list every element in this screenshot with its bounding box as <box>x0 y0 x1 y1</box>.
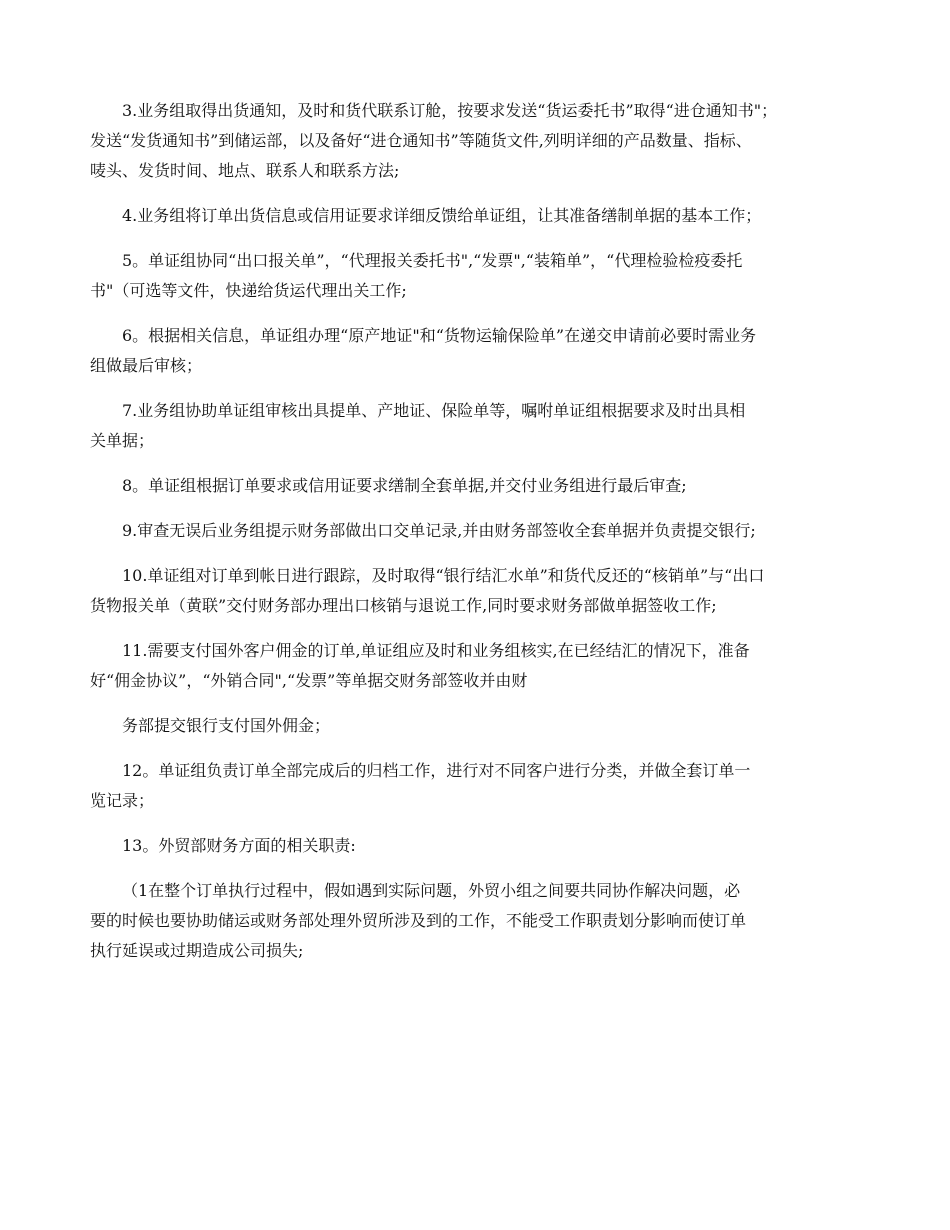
paragraph-line: 4.业务组将订单出货信息或信用证要求详细反馈给单证组，让其准备缮制单据的基本工作； <box>122 206 762 225</box>
paragraph-12 <box>90 756 865 816</box>
paragraph-9 <box>90 516 865 546</box>
paragraph-line: 8。单证组根据订单要求或信用证要求缮制全套单据,并交付业务组进行最后审查; <box>122 476 687 495</box>
paragraph-7 <box>90 396 865 456</box>
paragraph-line: （1在整个订单执行过程中，假如遇到实际问题，外贸小组之间要共同协作解决问题，必 <box>122 881 741 900</box>
paragraph-line: 好“佣金协议”，“外销合同",“发票”等单据交财务部签收并由财 <box>90 671 528 690</box>
paragraph-line: 11.需要支付国外客户佣金的订单,单证组应及时和业务组核实,在已经结汇的情况下，准备 <box>122 641 750 660</box>
paragraph-line: 7.业务组协助单证组审核出具提单、产地证、保险单等，嘱咐单证组根据要求及时出具相 <box>122 401 746 420</box>
paragraph-line: 关单据； <box>90 431 155 450</box>
paragraph-4 <box>90 201 865 231</box>
paragraph-line: 务部提交银行支付国外佣金； <box>122 716 331 735</box>
document-body <box>90 96 865 981</box>
paragraph-line: 10.单证组对订单到帐日进行跟踪，及时取得“银行结汇水单”和货代反还的“核销单”与“出口 <box>122 566 765 585</box>
paragraph-line: 书"（可选等文件，快递给货运代理出关工作; <box>90 281 407 300</box>
paragraph-10 <box>90 561 865 621</box>
paragraph-line: 要的时候也要协助储运或财务部处理外贸所涉及到的工作，不能受工作职责划分影响而使订单 <box>90 911 747 930</box>
paragraph-13 <box>90 831 865 861</box>
paragraph-line: 货物报关单（黄联”交付财务部办理出口核销与退说工作,同时要求财务部做单据签收工作; <box>90 596 717 615</box>
paragraph-13-1 <box>90 876 865 966</box>
paragraph-line: 3.业务组取得出货通知，及时和货代联系订舱，按要求发送“货运委托书”取得“进仓通知书"； <box>122 101 778 120</box>
paragraph-line: 9.审查无误后业务组提示财务部做出口交单记录,并由财务部签收全套单据并负责提交银行; <box>122 521 756 540</box>
paragraph-line: 发送“发货通知书”到储运部，以及备好“进仓通知书”等随货文件,列明详细的产品数量、指标、 <box>90 131 752 150</box>
paragraph-3 <box>90 96 865 186</box>
paragraph-line: 组做最后审核； <box>90 356 203 375</box>
paragraph-11-continued <box>90 711 865 741</box>
paragraph-5 <box>90 246 865 306</box>
paragraph-8 <box>90 471 865 501</box>
paragraph-line: 执行延误或过期造成公司损失; <box>90 941 304 960</box>
paragraph-6 <box>90 321 865 381</box>
paragraph-line: 13。外贸部财务方面的相关职责: <box>122 836 356 855</box>
paragraph-line: 览记录； <box>90 791 155 810</box>
paragraph-line: 12。单证组负责订单全部完成后的归档工作，进行对不同客户进行分类，并做全套订单一 <box>122 761 751 780</box>
paragraph-line: 5。单证组协同“出口报关单”，“代理报关委托书",“发票",“装箱单”，“代理检验检疫委托 <box>122 251 743 270</box>
paragraph-11 <box>90 636 865 696</box>
paragraph-line: 唛头、发货时间、地点、联系人和联系方法; <box>90 161 400 180</box>
paragraph-line: 6。根据相关信息，单证组办理“原产地证"和“货物运输保险单”在递交申请前必要时需业务 <box>122 326 757 345</box>
